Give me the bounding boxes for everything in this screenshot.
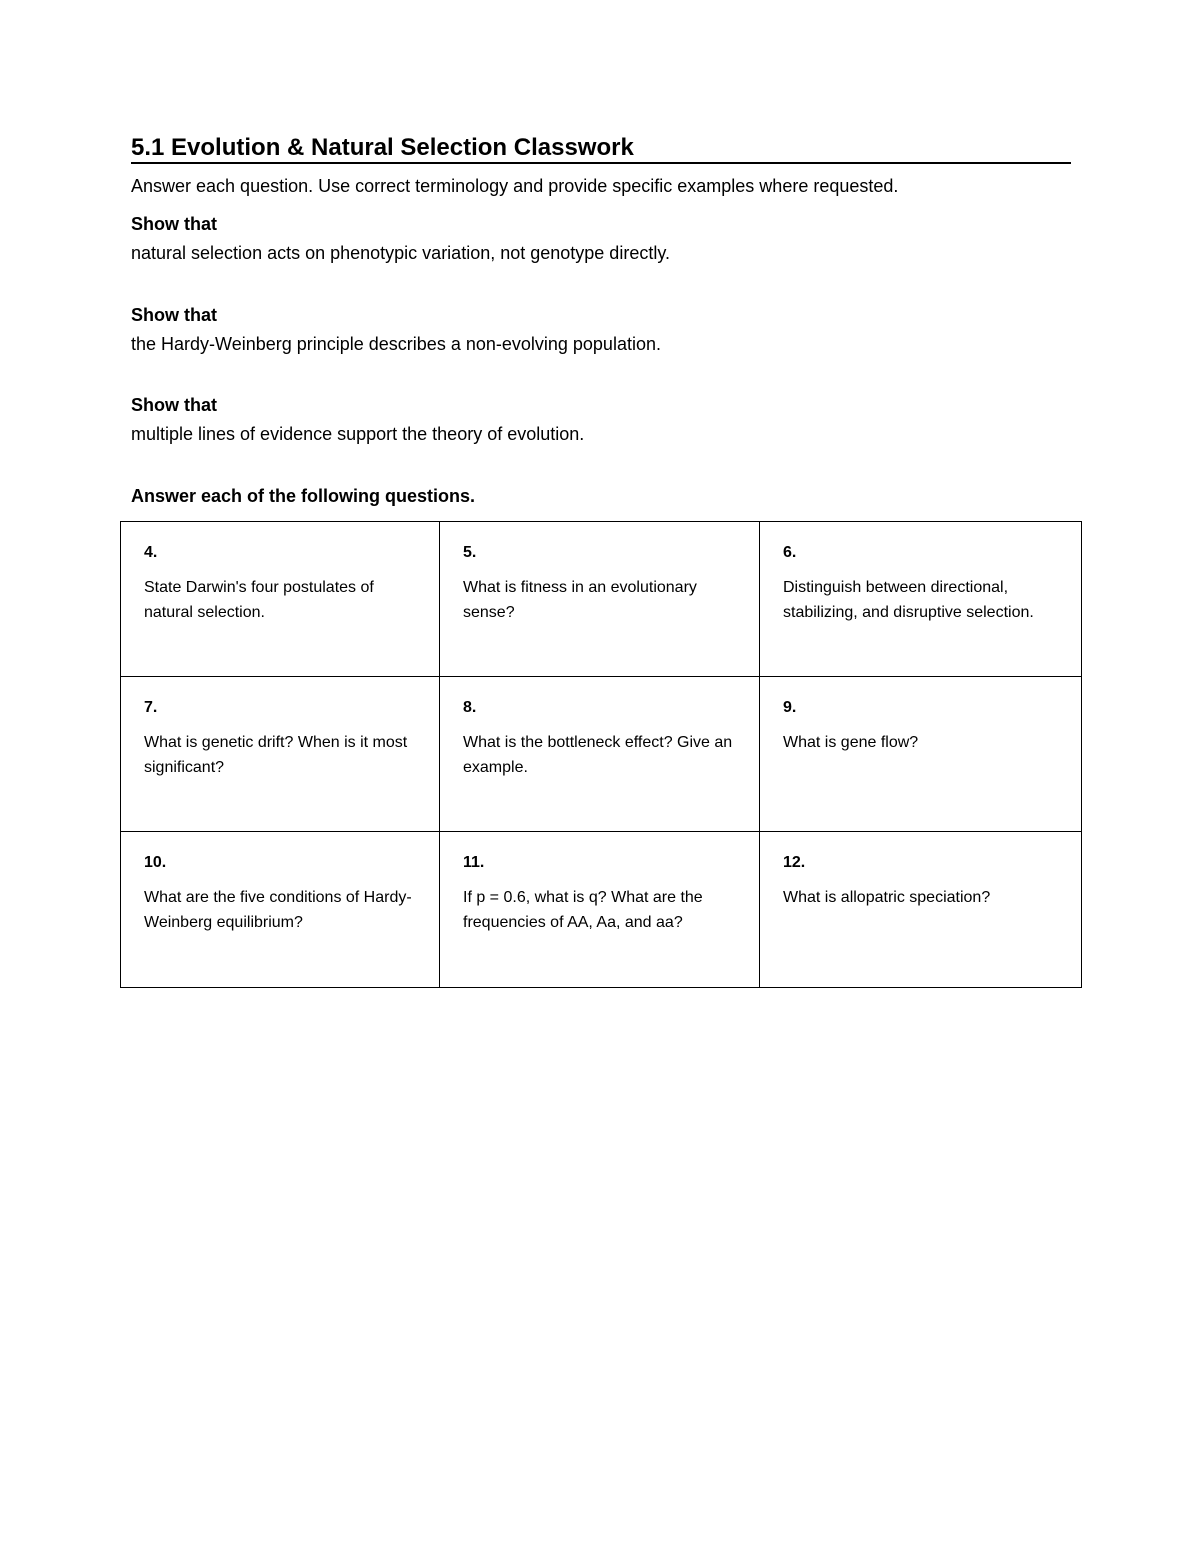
- question-text: What is the bottleneck effect? Give an example.: [463, 734, 733, 776]
- question-text: What is fitness in an evolutionary sense?: [463, 579, 697, 621]
- question-text: State Darwin's four postulates of natural selection.: [144, 579, 374, 621]
- question-cell-6: [760, 522, 1081, 677]
- question-text: Distinguish between directional, stabilizing, and disruptive selection.: [783, 579, 1034, 621]
- question-cell-9: [760, 677, 1081, 832]
- question-cell-5: [440, 522, 760, 677]
- question-text: What is allopatric speciation?: [783, 889, 991, 906]
- question-cell-12: [760, 832, 1081, 987]
- instructions-text: Answer each question. Use correct terminology and provide specific examples where requested.: [131, 176, 899, 196]
- question-cell-8: [440, 677, 760, 832]
- question-number: 4.: [144, 544, 158, 561]
- question-number: 9.: [783, 699, 797, 716]
- show-that-block-1: [131, 213, 1031, 264]
- question-cell-10: [121, 832, 440, 987]
- show-that-text: natural selection acts on phenotypic variation, not genotype directly.: [131, 243, 670, 263]
- show-that-heading: Show that: [131, 305, 217, 325]
- questions-heading: Answer each of the following questions.: [131, 486, 476, 506]
- question-text: If p = 0.6, what is q? What are the frequencies of AA, Aa, and aa?: [463, 889, 703, 931]
- question-text: What are the five conditions of Hardy-Weinberg equilibrium?: [144, 889, 412, 931]
- title-underline: [131, 134, 1071, 164]
- question-number: 6.: [783, 544, 797, 561]
- question-number: 10.: [144, 854, 167, 871]
- question-number: 7.: [144, 699, 158, 716]
- question-cell-4: [121, 522, 440, 677]
- question-text: What is gene flow?: [783, 734, 919, 751]
- show-that-block-3: [131, 394, 1031, 445]
- question-number: 11.: [463, 854, 485, 871]
- show-that-text: multiple lines of evidence support the theory of evolution.: [131, 424, 585, 444]
- question-number: 12.: [783, 854, 806, 871]
- question-number: 5.: [463, 544, 477, 561]
- page-title: 5.1 Evolution & Natural Selection Classwork: [131, 134, 634, 161]
- questions-table: [120, 521, 1082, 988]
- show-that-text: the Hardy-Weinberg principle describes a non-evolving population.: [131, 334, 661, 354]
- question-cell-7: [121, 677, 440, 832]
- question-number: 8.: [463, 699, 477, 716]
- question-cell-11: [440, 832, 760, 987]
- show-that-heading: Show that: [131, 214, 217, 234]
- show-that-heading: Show that: [131, 395, 217, 415]
- show-that-block-2: [131, 304, 1031, 355]
- question-text: What is genetic drift? When is it most significant?: [144, 734, 408, 776]
